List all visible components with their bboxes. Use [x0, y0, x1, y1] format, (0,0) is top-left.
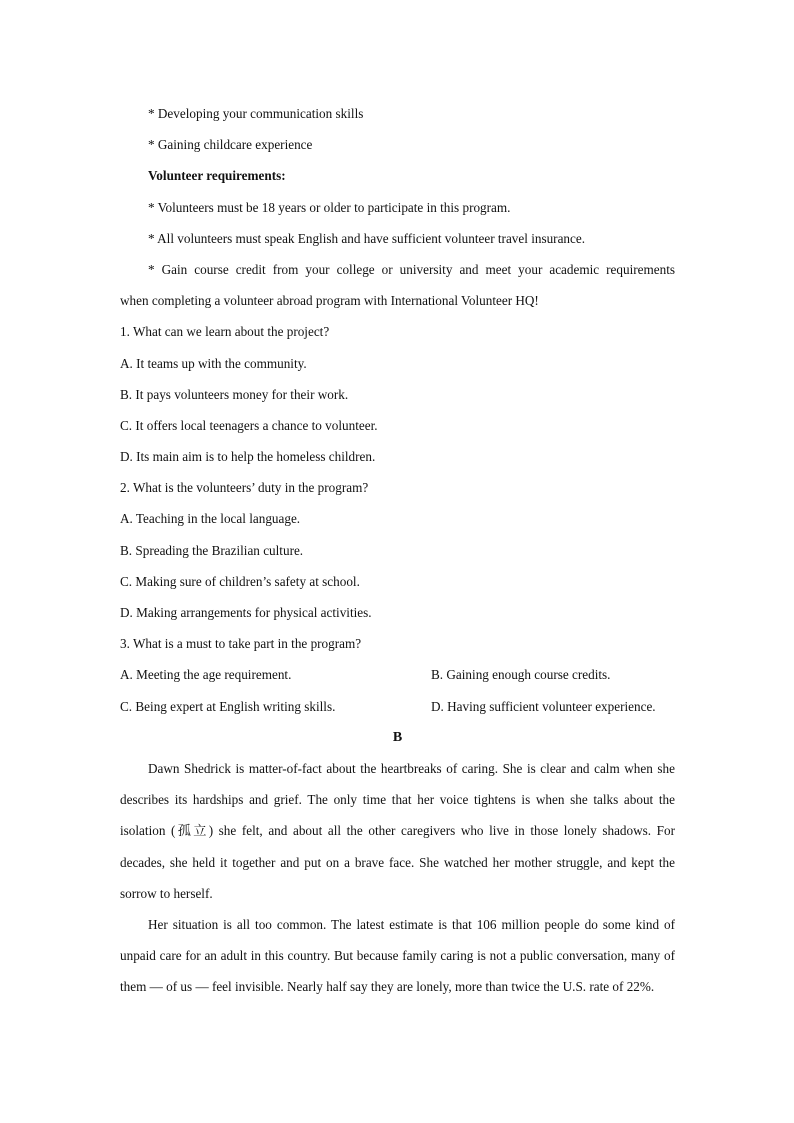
question-2-option-d: D. Making arrangements for physical activities. [120, 605, 372, 620]
question-2-option-c: C. Making sure of children’s safety at school. [120, 573, 360, 589]
question-3-option-c: C. Being expert at English writing skills. [120, 698, 336, 714]
requirement-item: * Volunteers must be 18 years or older to participate in this program. [148, 199, 511, 215]
question-1-option-d: D. Its main aim is to help the homeless children. [120, 449, 376, 465]
question-3-options-row1 [120, 659, 675, 690]
credit-text-line1: * Gain course credit from your college or university and meet your academic requirements [148, 261, 675, 277]
question-1-option-b: B. It pays volunteers money for their work. [120, 386, 349, 402]
question-3-option-d: D. Having sufficient volunteer experience. [431, 698, 656, 714]
question-2-option-a: A. Teaching in the local language. [120, 511, 301, 527]
question-3-options-row2 [120, 691, 675, 722]
question-1-stem: 1. What can we learn about the project? [120, 324, 330, 340]
requirement-item: * All volunteers must speak English and have sufficient volunteer travel insurance. [148, 230, 586, 246]
passage-b-paragraph-1: Dawn Shedrick is matter-of-fact about the heartbreaks of caring. She is clear and calm when she describes its hardships and grief. The only time that her voice tightens is when she talks about the isolation (孤立) she felt, and about all the other caregivers who live in those lonely shadows. For decades, she held it together and put on a brave face. She watched her mother struggle, and kept the sorrow to herself. [120, 760, 675, 901]
question-3-option-b: B. Gaining enough course credits. [431, 667, 611, 683]
benefit-item: * Developing your communication skills [148, 106, 364, 121]
passage-b-paragraph-2: Her situation is all too common. The latest estimate is that 106 million people do some kind of unpaid care for an adult in this country. But because family caring is not a public conversation, many of them — of us — feel invisible. Nearly half say they are lonely, more than twice the U.S. rate of 22%. [120, 916, 675, 995]
question-1-option-a: A. It teams up with the community. [120, 355, 307, 371]
question-2-option-b: B. Spreading the Brazilian culture. [120, 542, 304, 558]
requirements-heading: Volunteer requirements: [148, 168, 286, 184]
section-b-heading: B [392, 729, 403, 745]
question-3-stem: 3. What is a must to take part in the program? [120, 636, 362, 652]
credit-text-line2: when completing a volunteer abroad program with International Volunteer HQ! [120, 293, 539, 309]
question-2-stem: 2. What is the volunteers’ duty in the program? [120, 480, 369, 496]
question-3-option-a: A. Meeting the age requirement. [120, 667, 292, 683]
question-1-option-c: C. It offers local teenagers a chance to volunteer. [120, 417, 378, 433]
benefit-item: * Gaining childcare experience [148, 137, 313, 153]
document-page [120, 98, 675, 1003]
